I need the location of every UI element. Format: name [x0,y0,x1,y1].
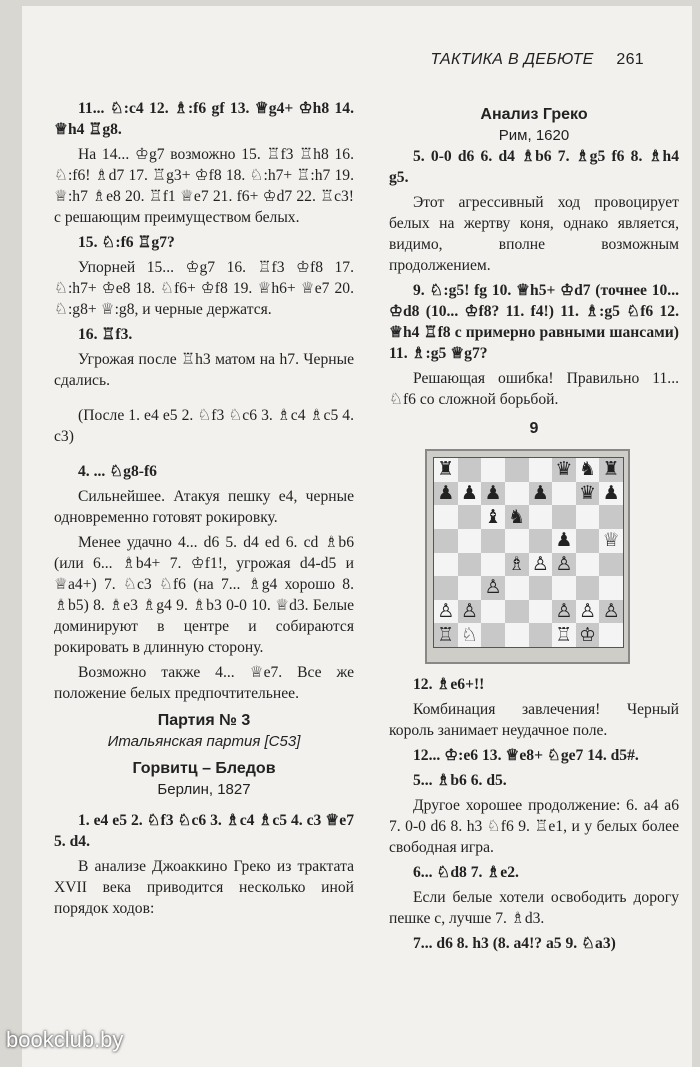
commentary-paragraph: Решающая ошибка! Правильно 11... ♘f6 со сложной борьбой. [389,370,679,408]
board-square: ♛ [576,482,600,506]
watermark: bookclub.by [6,1027,124,1052]
board-square: ♟ [458,482,482,506]
board-square: ♙ [599,600,623,624]
commentary-paragraph: Сильнейшее. Атакуя пешку e4, черные одновременно готовят рокировку. [54,488,354,526]
board-square [458,529,482,553]
board-square: ♟ [599,482,623,506]
board-square [576,553,600,577]
board-square [481,600,505,624]
board-square [458,505,482,529]
board-square [481,529,505,553]
board-square: ♟ [529,482,553,506]
commentary-paragraph: Угрожая после ♖h3 матом на h7. Черные сдались. [54,351,354,389]
board-square [576,529,600,553]
board-square: ♙ [552,600,576,624]
board-square [529,458,553,482]
commentary-paragraph: Этот агрессивный ход провоцирует белых на жертву коня, однако является, видимо, вполне возможным продолжением. [389,194,679,274]
spacer [54,800,354,810]
move-line: 9. ♘:g5! fg 10. ♕h5+ ♔d7 (точнее 10... ♔d8 (10... ♔f8? 11. f4!) 11. ♗:g5 ♘f6 12. ♕h4 ♖f8 с примерно равными шансами) 11. ♗:g5 ♕g7? [389,282,679,362]
board-square: ♟ [481,482,505,506]
board-square: ♞ [505,505,529,529]
board-square [552,576,576,600]
board-square: ♛ [552,458,576,482]
move-line: 4. ... ♘g8-f6 [78,463,157,480]
board-square [505,458,529,482]
board-square [505,576,529,600]
board-square [481,623,505,647]
commentary-paragraph: Комбинация завлечения! Черный король занимает неудачное поле. [389,701,679,739]
board-square [552,482,576,506]
board-square: ♖ [434,623,458,647]
commentary-paragraph: Другое хорошее продолжение: 6. a4 a6 7. 0-0 d6 8. h3 ♘f6 9. ♖e1, и у белых более свободная игра. [389,797,679,856]
move-line: 7... d6 8. h3 (8. a4!? a5 9. ♘a3) [413,935,616,952]
section-heading: Анализ Греко [480,106,588,123]
board-square [576,505,600,529]
board-square [529,576,553,600]
board-square: ♝ [481,505,505,529]
diagram-number: 9 [529,420,539,437]
board-square [458,576,482,600]
running-header [431,51,644,69]
board-square [434,529,458,553]
section-subtitle: Итальянская партия [C53] [107,733,301,750]
commentary-paragraph: Возможно также 4... ♕e7. Все же положение белых предпочтительнее. [54,664,354,702]
move-line: 1. e4 e5 2. ♘f3 ♘c6 3. ♗c4 ♗c5 4. c3 ♕e7 5. d4. [54,812,354,850]
board-square [599,576,623,600]
board-square [599,623,623,647]
commentary-paragraph: Упорней 15... ♔g7 16. ♖f3 ♔f8 17. ♘:h7+ ♔e8 18. ♘f6+ ♔f8 19. ♕h6+ ♕e7 20. ♘:g8+ ♕:g8, и черные держатся. [54,259,354,318]
board-square [434,553,458,577]
board-square: ♙ [434,600,458,624]
board-square: ♟ [434,482,458,506]
move-line: 15. ♘:f6 ♖g7? [78,234,175,251]
commentary-paragraph: Если белые хотели освободить дорогу пешке c, лучше 7. ♗d3. [389,889,679,927]
board-square [529,529,553,553]
board-square [434,576,458,600]
right-column-top [389,104,679,410]
board-square [529,505,553,529]
board-square [505,600,529,624]
board-square: ♜ [434,458,458,482]
board-square [481,458,505,482]
board-square [529,600,553,624]
commentary-paragraph: (После 1. e4 e5 2. ♘f3 ♘c6 3. ♗c4 ♗c5 4. c3) [54,407,354,445]
commentary-paragraph: В анализе Джоаккино Греко из трактата XVII века приводится несколько иной порядок ходов: [54,858,354,917]
board-square: ♙ [458,600,482,624]
move-line: 5. 0-0 d6 6. d4 ♗b6 7. ♗g5 f6 8. ♗h4 g5. [389,148,679,186]
chess-diagram [425,449,630,664]
chess-board [433,457,624,648]
board-square [458,553,482,577]
board-square: ♙ [481,576,505,600]
board-square: ♟ [552,529,576,553]
board-square [505,623,529,647]
left-column [54,98,354,923]
board-square [458,458,482,482]
right-column-bottom [389,674,679,954]
board-square: ♔ [576,623,600,647]
board-square [576,576,600,600]
board-square [599,505,623,529]
move-line: 5... ♗b6 6. d5. [413,772,507,789]
section-subtitle: Рим, 1620 [498,127,570,144]
section-heading: Партия № 3 [157,712,251,729]
board-square [529,623,553,647]
move-line: 11... ♘:c4 12. ♗:f6 gf 13. ♕g4+ ♔h8 14. ♕h4 ♖g8. [54,100,354,138]
header-title: ТАКТИКА В ДЕБЮТЕ [430,51,594,68]
board-square: ♗ [505,553,529,577]
page-number: 261 [616,51,644,68]
board-square [505,529,529,553]
board-square: ♜ [599,458,623,482]
spacer [54,395,354,405]
move-line: 12... ♔:e6 13. ♕e8+ ♘ge7 14. d5#. [413,747,639,764]
board-square: ♙ [529,553,553,577]
commentary-paragraph: На 14... ♔g7 возможно 15. ♖f3 ♖h8 16. ♘:f6! ♗d7 17. ♖g3+ ♔f8 18. ♘:h7+ ♖:h7 19. ♕:h7 ♗e8 20. ♖f1 ♕e7 21. f6+ ♔d7 22. ♖c3! с решающим преимуществом белых. [54,146,354,226]
move-line: 16. ♖f3. [78,326,133,343]
section-heading: Горвитц – Бледов [132,760,276,777]
move-line: 6... ♘d8 7. ♗e2. [413,864,519,881]
book-page [22,6,692,1067]
board-square [552,505,576,529]
board-square: ♙ [552,553,576,577]
right-column [389,98,679,958]
board-square: ♖ [552,623,576,647]
board-square: ♞ [576,458,600,482]
move-line: 12. ♗e6+!! [413,676,485,693]
board-square [599,553,623,577]
board-square: ♙ [576,600,600,624]
board-square [434,505,458,529]
commentary-paragraph: Менее удачно 4... d6 5. d4 ed 6. cd ♗b6 (или 6... ♗b4+ 7. ♔f1!, угрожая d4-d5 и ♕a4+) 7. ♘c3 ♘f6 (на 7... ♗g4 хорошо 8. ♗b5) 8. ♗e3 ♗g4 9. ♗b3 0-0 10. ♕d3. Белые доминируют в центре и собираются рокировать в длинную сторону. [54,534,354,656]
board-square: ♘ [458,623,482,647]
spacer [54,451,354,461]
section-subtitle: Берлин, 1827 [157,781,251,798]
board-square [481,553,505,577]
board-square: ♕ [599,529,623,553]
board-square [505,482,529,506]
